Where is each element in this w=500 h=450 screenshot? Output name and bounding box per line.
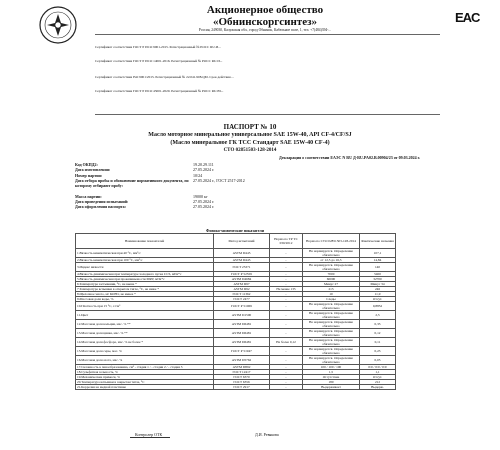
cell-indicator: 5.Вязкость динамическая при прокачиваемости MRV, мПа*с (76, 277, 214, 282)
cell-method: ASTM D445 (214, 249, 270, 258)
cell-actual: 14,84 (360, 258, 396, 263)
cell-sto-norm: Не нормируется. Определение обязательно (303, 320, 360, 329)
cell-indicator: 12.Массовая доля кальция, мас. % ** (76, 320, 214, 329)
cell-method: ASTM D6481 (214, 329, 270, 338)
spec-table (75, 233, 396, 390)
cell-indicator: 16.Массовая доля азота, мас. % (76, 356, 214, 365)
cell-sto-norm: Не нормируется. Определение обязательно (303, 356, 360, 365)
cell-sto-norm: Минус 27 (303, 282, 360, 287)
cell-method: ГОСТ Р 51069 (214, 302, 270, 311)
header-actual: Фактические значения (360, 234, 396, 249)
cell-sto-norm: от 12,5 до 16,3 (303, 258, 360, 263)
cell-tr-norm: - (270, 365, 303, 370)
cert-line: Сертификат соответствия ГОСТ Р ИСО 14001-2016. Регистрационный № РОСС RU.И... (95, 59, 223, 63)
cell-method: ГОСТ 11362 (214, 292, 270, 297)
cell-tr-norm: - (270, 297, 303, 302)
cell-indicator: 3.Индекс вязкости (76, 263, 214, 272)
cell-method: ГОСТ Р 51947 (214, 347, 270, 356)
meta-key: Дата отбора пробы и обозначение нормативного документа, по которому отбирают пробу: (75, 177, 189, 189)
meta-row (75, 178, 475, 194)
cell-indicator: 18.Сульфатная зольность, % (76, 370, 214, 375)
passport-meta (75, 162, 475, 210)
cell-sto-norm: Не нормируется. Определение обязательно (303, 249, 360, 258)
cell-indicator: 9.Массовая доля воды, % (76, 297, 214, 302)
product-name: Масло моторное минеральное универсальное SAE 15W-40, API CF-4/CF/SJ (148, 132, 352, 138)
cell-actual: 0,11 (360, 338, 396, 347)
cell-tr-norm: - (270, 311, 303, 320)
cell-actual: 0,8852 (360, 302, 396, 311)
cell-sto-norm: Не нормируется. Определение обязательно (303, 302, 360, 311)
cell-sto-norm: Отсутствие (303, 375, 360, 380)
cert-line: Сертификат соответствия ISO 9001:2015. Регистрационный № 22.041.908.QM. Срок действия ... (95, 75, 234, 79)
cell-indicator: 17.Склонность к пенообразованию, см³ - стадия 1 / - стадия 2 / - стадия 3 (76, 365, 214, 370)
signer-role: Контролер ОТК (135, 432, 163, 437)
cell-sto-norm: 1,5 (303, 370, 360, 375)
cell-actual: 2,5 (360, 311, 396, 320)
table-row (76, 311, 396, 320)
cell-actual: 246 (360, 287, 396, 292)
cell-actual: Минус 34 (360, 282, 396, 287)
meta-key: Номер партии: (75, 172, 103, 178)
cell-tr-norm: - (270, 380, 303, 385)
cell-indicator: 1.Вязкость кинематическая при 40 °С, мм²/с (76, 249, 214, 258)
cell-sto-norm: Не нормируется. Определение обязательно (303, 347, 360, 356)
header-sto-norm: Норма по СТО 02851503-128-2014 (303, 234, 360, 249)
signer-name: Д.И. Ревякова (255, 432, 279, 437)
cell-method: ASTM D6481 (214, 320, 270, 329)
cell-actual: Отсут. (360, 297, 396, 302)
cell-actual: 0/0 / 0/0 / 0/0 (360, 365, 396, 370)
cell-indicator: 14.Массовая доля фосфора, мас. % не более * (76, 338, 214, 347)
cell-sto-norm: Не нормируется. Определение обязательно (303, 338, 360, 347)
cell-indicator: 8.Щелочное число, мг КОН/г, не менее * (76, 292, 214, 297)
cell-tr-norm: - (270, 292, 303, 297)
cell-indicator: 10.Плотность при 15 °С, г/см³ (76, 302, 214, 311)
cell-tr-norm: - (270, 356, 303, 365)
cell-method: ASTM D445 (214, 258, 270, 263)
cell-actual: 0,23 (360, 347, 396, 356)
cert-line: Сертификат соответствия ГОСТ Р ИСО 45001-2020. Регистрационный № РОСС RU.Ю... (95, 89, 224, 93)
cell-sto-norm: Не нормируется. Определение обязательно (303, 263, 360, 272)
cell-tr-norm: - (270, 263, 303, 272)
cell-indicator: 2.Вязкость кинематическая при 100 °С, мм²/с (76, 258, 214, 263)
cell-actual: 0,33 (360, 320, 396, 329)
cell-actual: 11,9 (360, 292, 396, 297)
header-indicator: Наименование показателей (76, 234, 214, 249)
cell-sto-norm: Не нормируется. Определение обязательно (303, 311, 360, 320)
cell-tr-norm: - (270, 277, 303, 282)
company-name (90, 4, 440, 28)
table-row (76, 385, 396, 390)
cell-indicator: 6.Температура застывания, °С, не выше * (76, 282, 214, 287)
cell-actual: Отсут. (360, 375, 396, 380)
cell-sto-norm: 180 (303, 380, 360, 385)
cell-method: ГОСТ 6356 (214, 380, 270, 385)
table-row (76, 249, 396, 258)
company-logo-icon (38, 5, 78, 45)
cell-indicator: 20.Температура вспышки в закрытом тигле, °С (76, 380, 214, 385)
product-alt-name: (Масло минеральное ГК ТСС Стандарт SAE 15W-40 CF-4) (170, 140, 330, 146)
cell-indicator: 13.Массовая доля цинка, мас. % ** (76, 329, 214, 338)
cell-tr-norm: - (270, 370, 303, 375)
header-method: Метод испытаний (214, 234, 270, 249)
cell-sto-norm: 10 (303, 292, 360, 297)
cell-sto-norm: 215 (303, 287, 360, 292)
cell-method: ASTM D5762 (214, 356, 270, 365)
cell-tr-norm: - (270, 329, 303, 338)
cell-sto-norm: 60000 (303, 277, 360, 282)
table-row (76, 338, 396, 347)
cell-sto-norm: 7000 (303, 272, 360, 277)
company-address: Россия, 249030, Калужская обл., город Обнинск, Кабельное поле, 1, тел. +7(484)394-... (198, 28, 332, 32)
cell-actual: 0,12 (360, 329, 396, 338)
cell-actual: 5400 (360, 272, 396, 277)
cell-sto-norm: Не нормируется. Определение обязательно (303, 329, 360, 338)
cell-method: ГОСТ 25371 (214, 263, 270, 272)
meta-key: Дата оформления паспорта: (75, 204, 127, 210)
cell-tr-norm: - (270, 320, 303, 329)
table-row (76, 320, 396, 329)
meta-key: Дата проведения испытаний: (75, 199, 129, 205)
table-row (76, 329, 396, 338)
cell-method: ASTM D892 (214, 365, 270, 370)
cell-actual: 0,05 (360, 356, 396, 365)
cell-tr-norm: - (270, 258, 303, 263)
cell-indicator: 11.Цвет (76, 311, 214, 320)
meta-value: 27.05.2024 г. (193, 199, 215, 205)
cell-method: ГОСТ 12417 (214, 370, 270, 375)
meta-value: 19000 кг (193, 193, 208, 199)
cell-method: ASTM D6481 (214, 338, 270, 347)
cell-indicator: 21.Коррозия на медной пластинке (76, 385, 214, 390)
cell-tr-norm: - (270, 375, 303, 380)
company-line2: «Обнинскоргсинтез» (212, 16, 318, 28)
table-caption: Физико-химические показатели (205, 228, 265, 233)
cell-actual: 107,1 (360, 249, 396, 258)
cell-actual: Выдерж. (360, 385, 396, 390)
cell-indicator: 7.Температура вспышки в открытом тигле, °С, не ниже * (76, 287, 214, 292)
cell-tr-norm: - (270, 282, 303, 287)
cell-actual: 32700 (360, 277, 396, 282)
meta-key: Дата изготовления: (75, 167, 111, 173)
cell-actual: 1,1 (360, 370, 396, 375)
cell-tr-norm: - (270, 302, 303, 311)
cell-method: ASTM D92 (214, 287, 270, 292)
table-row (76, 263, 396, 272)
meta-value: 27.05.2024 г. (193, 204, 215, 210)
cell-indicator: 19.Механические примеси, % (76, 375, 214, 380)
cert-line: Сертификат соответствия ГОСТ Р ИСО 9001-2015. Регистрационный № РОСС RU.И... (95, 45, 221, 49)
table-row (76, 356, 396, 365)
meta-key: Код ОКПД2: (75, 162, 98, 167)
table-header-row (76, 234, 396, 249)
table-row (76, 347, 396, 356)
cell-tr-norm: - (270, 347, 303, 356)
divider (95, 114, 440, 115)
cell-tr-norm: Не более 0,12 (270, 338, 303, 347)
meta-row (75, 204, 475, 209)
meta-value: 27.05.2024 г., ГОСТ 2517-2012 (193, 177, 245, 183)
cell-tr-norm: Не менее 135 (270, 287, 303, 292)
cell-actual: 212 (360, 380, 396, 385)
company-line1: Акционерное общество (206, 4, 324, 16)
table-row (76, 302, 396, 311)
meta-value: 27.05.2024 г. (193, 167, 215, 173)
cell-indicator: 4.Вязкость динамическая при температуре холодного пуска CCS, мПа*с (76, 272, 214, 277)
header-tr-norm: Норма по ТР ТС 030/2012 (270, 234, 303, 249)
cell-tr-norm: - (270, 385, 303, 390)
cell-method: ГОСТ 6370 (214, 375, 270, 380)
cell-tr-norm: - (270, 272, 303, 277)
eac-mark: EAC (455, 10, 480, 25)
cell-method: ASTM D1500 (214, 311, 270, 320)
cell-tr-norm: - (270, 249, 303, 258)
cell-method: ГОСТ 2917 (214, 385, 270, 390)
cell-sto-norm: 100 / 100 / 100 (303, 365, 360, 370)
cell-method: ГОСТ Р 52559 (214, 272, 270, 277)
cell-actual: 140 (360, 263, 396, 272)
cell-sto-norm: Следы (303, 297, 360, 302)
meta-value: 19.20.29.111 (193, 162, 214, 167)
cell-indicator: 15.Массовая доля серы, мас. % (76, 347, 214, 356)
cell-sto-norm: Выдерживает (303, 385, 360, 390)
passport-title: ПАСПОРТ № 10 (223, 123, 277, 131)
meta-key: Масса партии: (75, 193, 102, 199)
declaration: Декларация о соответствии ЕАЭС N RU Д-RU.PA02.B.00904/23 от 09.03.2024 г. (279, 155, 420, 160)
cell-method: ASTM D4684 (214, 277, 270, 282)
cell-method: ГОСТ 2477 (214, 297, 270, 302)
standard-code: СТО 02851503-128-2014 (223, 148, 277, 153)
signature-line (130, 437, 170, 438)
cell-method: ASTM D97 (214, 282, 270, 287)
divider (95, 34, 440, 35)
meta-value: 10/24 (193, 172, 203, 178)
